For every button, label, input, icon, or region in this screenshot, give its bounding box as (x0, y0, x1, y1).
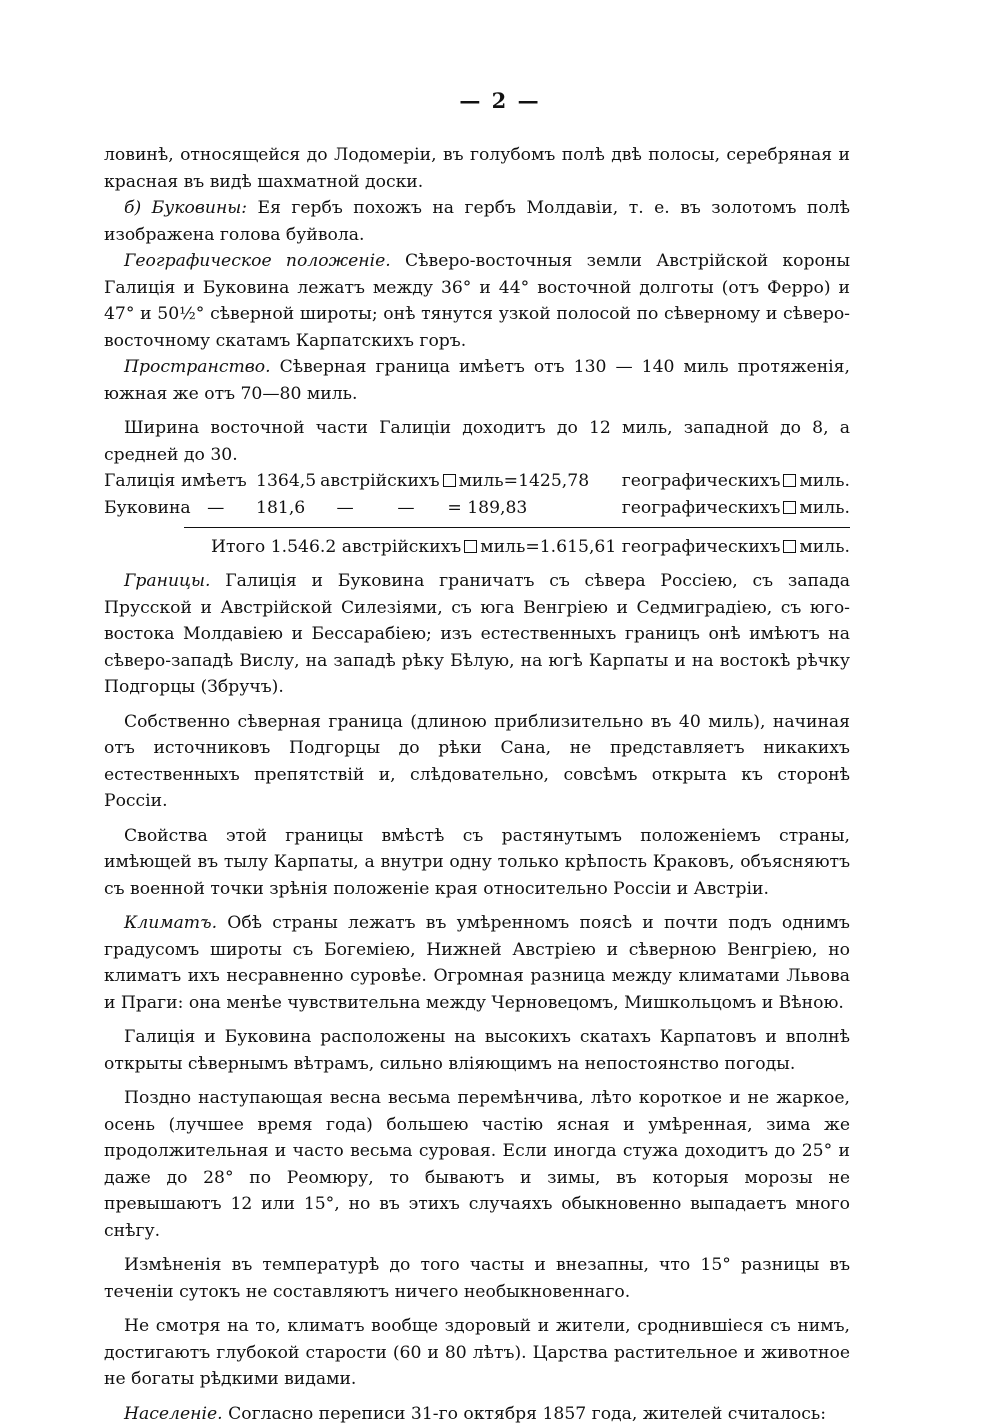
area-bukovina-label: Буковина (104, 498, 191, 518)
area-unit-austrian: австрійскихъ (320, 471, 439, 491)
climate-text: Обѣ страны лежатъ въ умѣренномъ поясѣ и почти подъ однимъ градусомъ широты съ Богеміею, Нижней Австріею и сѣверною Венгріею, но климатъ ихъ несравненно суровѣе. Огромная разница между климатами Львова и Праги: она менѣе чувствительна между Черновецомъ, Мишкольцомъ и Вѣною. (104, 913, 850, 1013)
paragraph-climate (104, 910, 850, 1016)
total-divider (184, 527, 850, 534)
total-conversion: миль=1.615,61 географическихъ (480, 537, 780, 557)
borders-text: Галиція и Буковина граничатъ съ сѣвера Россіею, съ запада Прусской и Австрійской Силезіями, съ юга Венгріею и Седмиградіею, съ юго-востока Молдавіею и Бессарабіею; изъ естественныхъ границъ онѣ имѣютъ на сѣверо-западѣ Вислу, на западѣ рѣку Бѣлую, на югѣ Карпаты и на востокѣ рѣчку Подгорцы (Збручъ). (104, 571, 850, 697)
square-symbol-icon (783, 540, 796, 553)
paragraph-lodomeria: ловинѣ, относящейся до Лодомеріи, въ голубомъ полѣ двѣ полосы, серебряная и красная въ видѣ шахматной доски. (104, 142, 850, 195)
total-unit: миль. (799, 537, 850, 557)
paragraph-borders (104, 568, 850, 701)
area-galicia-unit (320, 468, 607, 495)
area-unit-miles: миль. (799, 471, 850, 491)
area-table (104, 468, 850, 521)
area-bukovina-value: 181,6 (256, 495, 320, 522)
area-galicia-name: Галиція имѣетъ (104, 468, 256, 495)
square-symbol-icon (783, 474, 796, 487)
label-borders: Границы. (124, 571, 210, 591)
paragraph-width: Ширина восточной части Галиціи доходитъ до 12 миль, западной до 8, а средней до 30. (104, 415, 850, 468)
area-row-bukovina (104, 495, 850, 522)
label-bukovina: б) Буковины: (124, 198, 247, 218)
page-text (104, 142, 850, 1427)
geography-text: Сѣверо-восточныя земли Австрійской короны Галиція и Буковина лежатъ между 36° и 44° восточной долготы (отъ Ферро) и 47° и 50½° сѣверной широты; онѣ тянутся узкой полосой по сѣверному и сѣверо-восточному скатамъ Карпатскихъ горъ. (104, 251, 850, 351)
page-number: — 2 — (0, 88, 1000, 113)
area-unit-geo: географическихъ (622, 498, 781, 518)
area-total (104, 534, 850, 560)
square-symbol-icon (443, 474, 456, 487)
paragraph-health: Не смотря на то, климатъ вообще здоровый и жители, сроднившіеся съ нимъ, достигаютъ глубокой старости (60 и 80 лѣтъ). Царства растительное и животное не богаты рѣдкими видами. (104, 1313, 850, 1393)
area-bukovina-conversion: = 189,83 (447, 498, 527, 518)
label-climate: Климатъ. (124, 913, 217, 933)
area-bukovina-dash: — (207, 498, 224, 518)
area-unit-geo: географическихъ (622, 471, 781, 491)
label-space: Пространство. (124, 357, 271, 377)
paragraph-temperature: Измѣненія въ температурѣ до того часты и внезапны, что 15° разницы въ теченіи сутокъ не составляютъ ничего необыкновеннаго. (104, 1252, 850, 1305)
paragraph-population (104, 1401, 850, 1427)
square-symbol-icon (783, 501, 796, 514)
ditto-mark: — (397, 498, 414, 518)
label-population: Населеніе. (124, 1404, 223, 1424)
area-unit-miles: миль. (799, 498, 850, 518)
space-text: Сѣверная граница имѣетъ отъ 130 — 140 миль протяженія, южная же отъ 70—80 миль. (104, 357, 850, 404)
area-galicia-geo (607, 468, 850, 495)
square-symbol-icon (464, 540, 477, 553)
area-bukovina-ditto (320, 495, 607, 522)
population-text: Согласно переписи 31-го октября 1857 года, жителей считалось: (223, 1404, 826, 1424)
paragraph-geography (104, 248, 850, 354)
area-bukovina-name (104, 495, 256, 522)
area-row-galicia (104, 468, 850, 495)
paragraph-slopes: Галиція и Буковина расположены на высокихъ скатахъ Карпатовъ и вполнѣ открыты сѣвернымъ вѣтрамъ, сильно вліяющимъ на непостоянство погоды. (104, 1024, 850, 1077)
paragraph-seasons: Поздно наступающая весна весьма перемѣнчива, лѣто короткое и не жаркое, осень (лучшее время года) большею частію ясная и умѣренная, зима же продолжительная и часто весьма суровая. Если иногда стужа доходитъ до 25° и даже до 28° по Реомюру, то бываютъ и зимы, въ которыя морозы не превышаютъ 12 или 15°, но въ этихъ случаяхъ обыкновенно выпадаетъ много снѣгу. (104, 1085, 850, 1244)
paragraph-north-border: Собственно сѣверная граница (длиною приблизительно въ 40 миль), начиная отъ источниковъ Подгорцы до рѣки Сана, не представляетъ никакихъ естественныхъ препятствій и, слѣдовательно, совсѣмъ открыта къ сторонѣ Россіи. (104, 709, 850, 815)
total-label: Итого 1.546.2 австрійскихъ (211, 537, 461, 557)
bukovina-arms-text: Ея гербъ похожъ на гербъ Молдавіи, т. е. въ золотомъ полѣ изображена голова буйвола. (104, 198, 850, 245)
label-geography: Географическое положеніе. (124, 251, 391, 271)
paragraph-space (104, 354, 850, 407)
paragraph-border-properties: Свойства этой границы вмѣстѣ съ растянутымъ положеніемъ страны, имѣющей въ тылу Карпаты, а внутри одну только крѣпость Краковъ, объясняютъ съ военной точки зрѣнія положеніе края относительно Россіи и Австріи. (104, 823, 850, 903)
area-galicia-value: 1364,5 (256, 468, 320, 495)
area-unit-conversion: миль=1425,78 (459, 471, 590, 491)
ditto-mark: — (336, 498, 353, 518)
area-bukovina-geo (607, 495, 850, 522)
paragraph-bukovina-arms (104, 195, 850, 248)
